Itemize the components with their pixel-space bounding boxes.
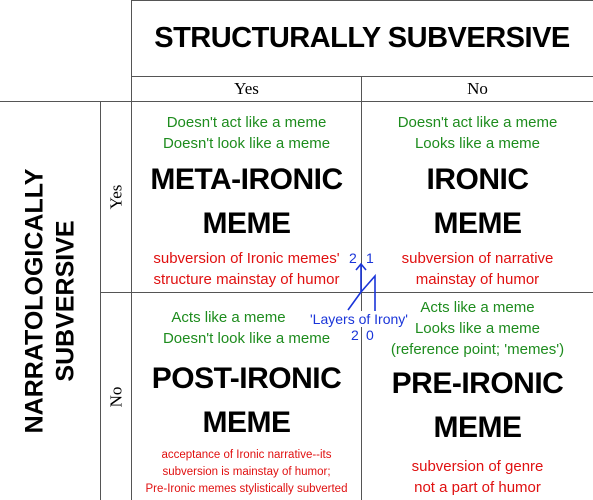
meme-type-name: POST-IRONIC	[151, 362, 342, 395]
row-header-no: No	[106, 386, 125, 407]
cell-ironic	[362, 112, 593, 290]
row-group-title-line1: NARRATOLOGICALLY	[20, 168, 49, 434]
cell-meta-ironic	[132, 112, 361, 290]
cell-description: (reference point; 'memes')	[390, 341, 565, 358]
irony-number: 2	[351, 327, 359, 343]
cell-note: subversion of narrative	[401, 250, 554, 267]
cell-description: Doesn't look like a meme	[162, 330, 331, 347]
irony-number: 2	[349, 250, 357, 266]
meme-type-name: MEME	[202, 207, 291, 240]
column-group-title: STRUCTURALLY SUBVERSIVE	[154, 21, 570, 54]
cell-note: not a part of humor	[414, 479, 541, 496]
cell-note: subversion is mainstay of humor;	[162, 466, 331, 478]
cell-description: Acts like a meme	[420, 299, 535, 316]
cell-post-ironic	[132, 307, 361, 498]
row-group-title-line2: SUBVERSIVE	[51, 220, 80, 382]
meme-type-name: PRE-IRONIC	[391, 367, 564, 400]
cell-description: Doesn't act like a meme	[397, 114, 558, 131]
cell-note: subversion of Ironic memes'	[153, 250, 340, 267]
row-group-title	[0, 102, 100, 500]
cell-note: subversion of genre	[411, 458, 544, 475]
layers-of-irony-label: 'Layers of Irony'	[310, 311, 408, 327]
cell-note: mainstay of humor	[415, 271, 540, 288]
meme-type-name: MEME	[433, 411, 522, 444]
column-header-yes: Yes	[234, 79, 259, 98]
meme-type-name: MEME	[433, 207, 522, 240]
irony-number: 0	[366, 327, 374, 343]
cell-note: acceptance of Ironic narrative--its	[161, 449, 332, 461]
cell-note: structure mainstay of humor	[153, 271, 340, 288]
cell-description: Looks like a meme	[414, 320, 541, 337]
column-header-no: No	[467, 79, 488, 98]
row-header-yes: Yes	[106, 184, 125, 210]
irony-number: 1	[366, 250, 374, 266]
cell-description: Looks like a meme	[414, 135, 541, 152]
cell-description: Doesn't act like a meme	[166, 114, 327, 131]
grid-line	[101, 292, 593, 293]
meme-type-name: IRONIC	[426, 163, 529, 196]
cell-note: Pre-Ironic memes stylistically subverted	[145, 483, 348, 495]
cell-pre-ironic	[362, 297, 593, 498]
cell-description: Doesn't look like a meme	[162, 135, 331, 152]
meme-type-name: META-IRONIC	[150, 163, 343, 196]
meme-type-name: MEME	[202, 406, 291, 439]
cell-description: Acts like a meme	[171, 309, 286, 326]
